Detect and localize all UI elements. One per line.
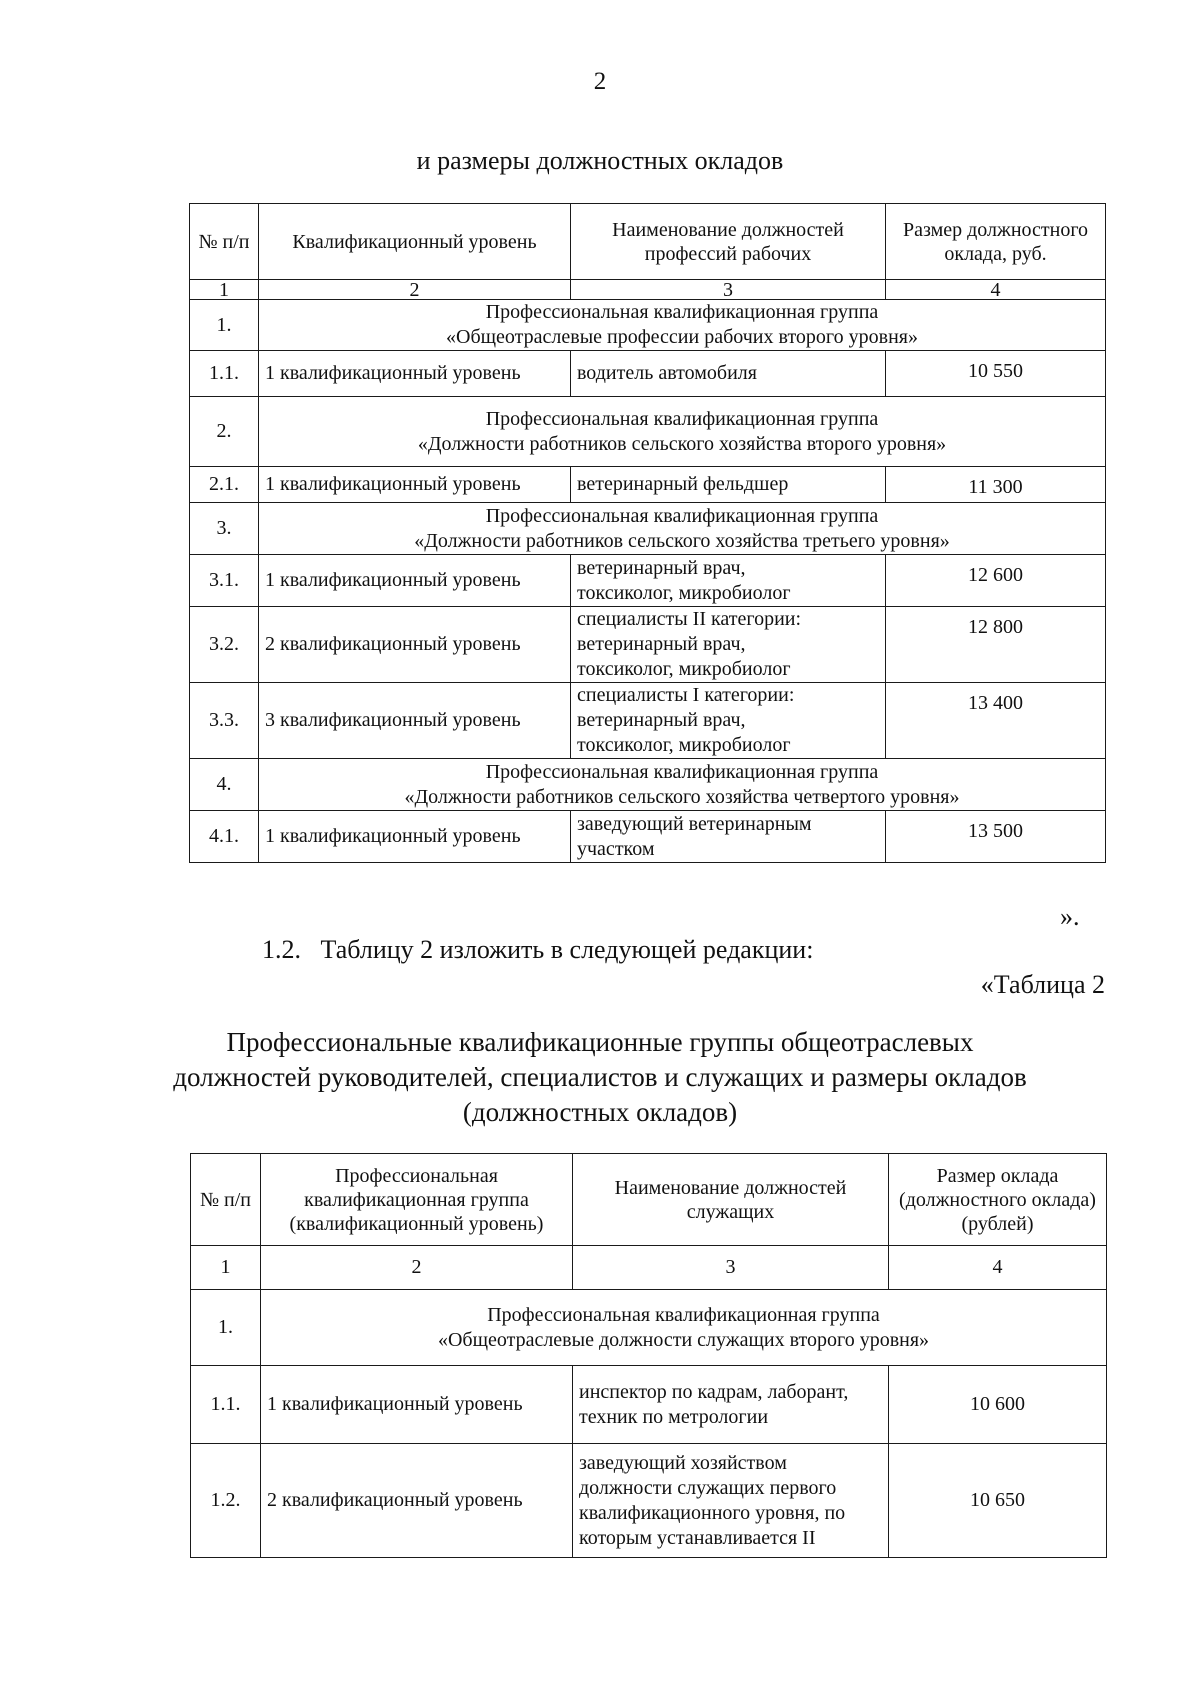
table-header-row <box>191 1154 1107 1246</box>
group-row <box>190 503 1106 555</box>
cell-line: заведующий хозяйством <box>579 1451 787 1474</box>
column-number: 4 <box>889 1246 1107 1290</box>
column-header: Квалификационный уровень <box>259 204 571 280</box>
group-row <box>190 300 1106 351</box>
salary-amount: 13 400 <box>886 683 1106 759</box>
cell-line: ветеринарный врач, <box>577 556 746 579</box>
qualification-level: 1 квалификационный уровень <box>259 811 571 863</box>
group-title-line: «Должности работников сельского хозяйства третьего уровня» <box>414 529 950 552</box>
table-label: «Таблица 2 <box>980 970 1105 999</box>
cell-line: ветеринарный врач, <box>577 709 746 731</box>
column-number: 3 <box>571 280 886 300</box>
salary-amount: 11 300 <box>886 467 1106 503</box>
column-number: 1 <box>190 280 259 300</box>
column-number-row <box>191 1246 1107 1290</box>
table2-heading-line: (должностных окладов) <box>462 1097 738 1127</box>
column-number: 4 <box>886 280 1106 300</box>
group-title-line: «Общеотраслевые должности служащих второго уровня» <box>437 1328 930 1351</box>
position-names <box>571 607 886 683</box>
group-number: 2. <box>190 397 259 467</box>
group-title <box>259 397 1106 467</box>
qualification-level: 3 квалификационный уровень <box>259 683 571 759</box>
group-number: 4. <box>190 759 259 811</box>
table-row <box>191 1444 1107 1558</box>
position-names <box>571 351 886 397</box>
table2-heading-line: Профессиональные квалификационные группы общеотраслевых <box>226 1027 974 1057</box>
row-number: 3.3. <box>190 683 259 759</box>
group-title <box>259 300 1106 351</box>
cell-line: инспектор по кадрам, лаборант, <box>579 1380 849 1403</box>
table1-heading: и размеры должностных окладов <box>416 146 784 175</box>
page-number: 2 <box>593 68 607 95</box>
table-row <box>190 351 1106 397</box>
cell-line: водитель автомобиля <box>577 362 757 384</box>
salary-amount: 10 550 <box>886 351 1106 397</box>
salary-amount: 12 600 <box>886 555 1106 607</box>
cell-line: токсиколог, микробиолог <box>577 581 791 604</box>
table-row <box>190 811 1106 863</box>
group-number: 1. <box>190 300 259 351</box>
qualification-level: 2 квалификационный уровень <box>261 1444 573 1558</box>
row-number: 1.1. <box>190 351 259 397</box>
cell-line: токсиколог, микробиолог <box>577 734 791 756</box>
group-row <box>190 397 1106 467</box>
column-header: Профессиональная квалификационная группа (квалификационный уровень) <box>261 1154 573 1246</box>
position-names <box>571 467 886 503</box>
column-number: 2 <box>259 280 571 300</box>
group-row <box>190 759 1106 811</box>
group-title-line: «Должности работников сельского хозяйства четвертого уровня» <box>404 785 960 808</box>
table-row <box>190 467 1106 503</box>
column-header: Размер оклада (должностного оклада) (рублей) <box>889 1154 1107 1246</box>
column-number: 3 <box>573 1246 889 1290</box>
cell-line: квалификационного уровня, по <box>579 1501 846 1524</box>
salary-table-1 <box>189 203 1106 863</box>
table-header-row <box>190 204 1106 280</box>
column-header: Наименование должностей служащих <box>573 1154 889 1246</box>
cell-line: специалисты I категории: <box>577 684 795 706</box>
column-header: Наименование должностей профессий рабочих <box>571 204 886 280</box>
cell-line: заведующий ветеринарным <box>577 812 812 835</box>
group-number: 1. <box>191 1290 261 1366</box>
group-title-line: Профессиональная квалификационная группа <box>485 760 879 783</box>
cell-line: токсиколог, микробиолог <box>577 658 791 680</box>
column-number: 1 <box>191 1246 261 1290</box>
cell-line: должности служащих первого <box>579 1476 837 1499</box>
row-number: 3.1. <box>190 555 259 607</box>
qualification-level: 2 квалификационный уровень <box>259 607 571 683</box>
salary-amount: 10 600 <box>889 1366 1107 1444</box>
table-row <box>191 1366 1107 1444</box>
table2-heading <box>0 1025 1200 1130</box>
qualification-level: 1 квалификационный уровень <box>259 467 571 503</box>
position-names <box>573 1366 889 1444</box>
table-row <box>190 607 1106 683</box>
position-names <box>571 555 886 607</box>
column-header: № п/п <box>190 204 259 280</box>
table-row <box>190 683 1106 759</box>
row-number: 4.1. <box>190 811 259 863</box>
column-number-row <box>190 280 1106 300</box>
group-number: 3. <box>190 503 259 555</box>
cell-line: которым устанавливается II <box>579 1526 816 1549</box>
group-title <box>259 759 1106 811</box>
row-number: 1.2. <box>191 1444 261 1558</box>
qualification-level: 1 квалификационный уровень <box>259 351 571 397</box>
salary-table-2 <box>190 1153 1107 1558</box>
table-row <box>190 555 1106 607</box>
closing-quote: ». <box>1060 902 1080 931</box>
cell-line: техник по метрологии <box>579 1405 769 1428</box>
cell-line: ветеринарный фельдшер <box>577 473 789 495</box>
position-names <box>573 1444 889 1558</box>
position-names <box>571 811 886 863</box>
column-header: № п/п <box>191 1154 261 1246</box>
group-title-line: «Должности работников сельского хозяйства второго уровня» <box>417 432 947 455</box>
salary-amount: 12 800 <box>886 607 1106 683</box>
group-title-line: Профессиональная квалификационная группа <box>485 301 879 323</box>
cell-line: специалисты II категории: <box>577 608 802 630</box>
table2-heading-line: должностей руководителей, специалистов и служащих и размеры окладов <box>173 1062 1027 1092</box>
row-number: 3.2. <box>190 607 259 683</box>
group-row <box>191 1290 1107 1366</box>
row-number: 1.1. <box>191 1366 261 1444</box>
position-names <box>571 683 886 759</box>
group-title <box>259 503 1106 555</box>
column-header: Размер должностного оклада, руб. <box>886 204 1106 280</box>
cell-line: ветеринарный врач, <box>577 633 746 655</box>
amendment-paragraph: 1.2. Таблицу 2 изложить в следующей редакции: <box>262 935 814 964</box>
group-title-line: Профессиональная квалификационная группа <box>485 407 879 430</box>
group-title-line: Профессиональная квалификационная группа <box>487 1303 880 1326</box>
group-title-line: Профессиональная квалификационная группа <box>485 504 879 527</box>
group-title <box>261 1290 1107 1366</box>
qualification-level: 1 квалификационный уровень <box>261 1366 573 1444</box>
qualification-level: 1 квалификационный уровень <box>259 555 571 607</box>
column-number: 2 <box>261 1246 573 1290</box>
salary-amount: 13 500 <box>886 811 1106 863</box>
salary-amount: 10 650 <box>889 1444 1107 1558</box>
cell-line: участком <box>577 837 655 860</box>
row-number: 2.1. <box>190 467 259 503</box>
group-title-line: «Общеотраслевые профессии рабочих второго уровня» <box>446 326 918 348</box>
